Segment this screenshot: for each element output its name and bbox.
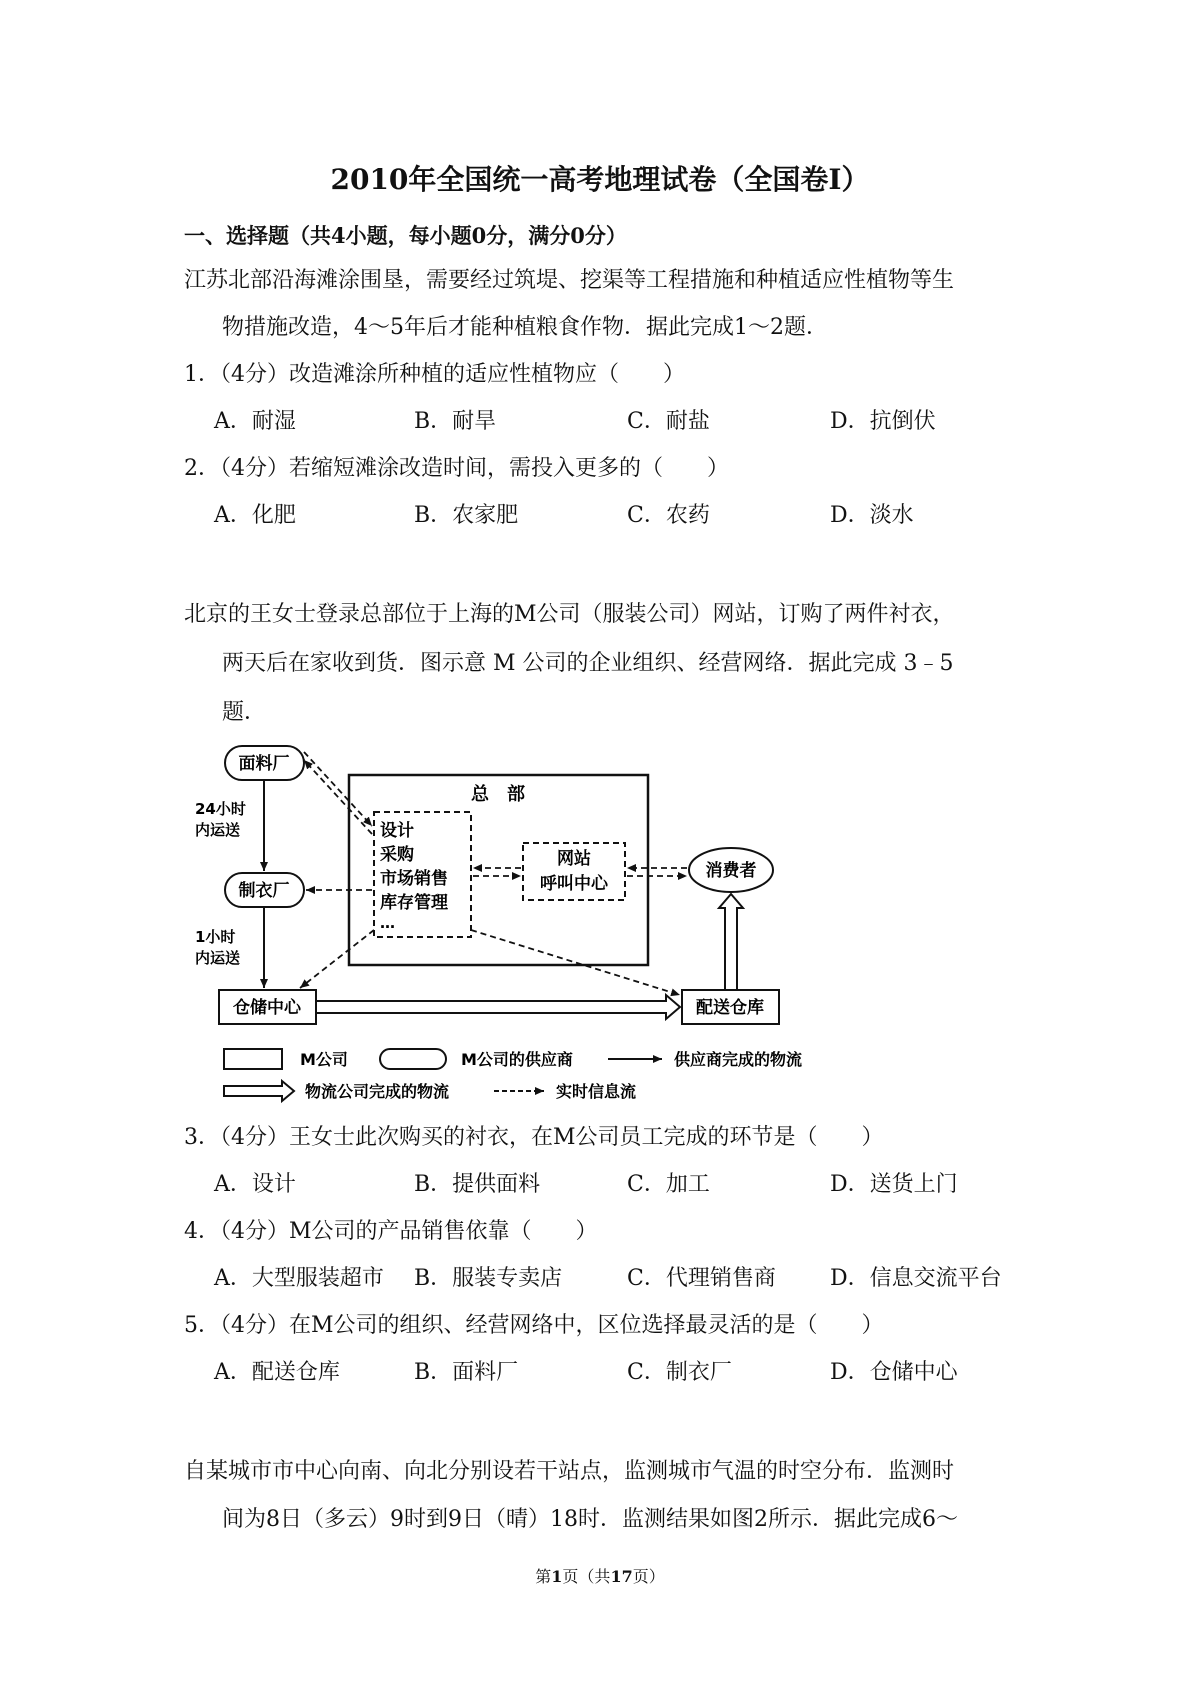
passage-2-line-2: 两天后在家收到货．图示意 M 公司的企业组织、经营网络．据此完成 3﹣5 xyxy=(222,651,954,676)
q1-option-d[interactable]: D．抗倒伏 xyxy=(830,409,936,434)
legend-logistics-swatch xyxy=(224,1081,294,1101)
q4-option-a[interactable]: A．大型服装超市 xyxy=(214,1266,384,1291)
legend-supplier-swatch xyxy=(380,1049,446,1069)
delivery-warehouse-label: 配送仓库 xyxy=(696,998,764,1018)
passage-3-line-1: 自某城市市中心向南、向北分别设若干站点，监测城市气温的时空分布．监测时 xyxy=(184,1459,955,1484)
passage-1-line-1: 江苏北部沿海滩涂围垦，需要经过筑堤、挖渠等工程措施和种植适应性植物等生 xyxy=(184,268,955,293)
q5-option-c[interactable]: C．制衣厂 xyxy=(627,1360,732,1385)
footer-middle: 页（共 xyxy=(562,1567,611,1586)
info-flow-fabric-hq xyxy=(304,752,372,826)
logistics-delivery-to-consumer xyxy=(719,894,743,990)
question-4-stem: 4．（4分）M公司的产品销售依靠（ ） xyxy=(184,1219,598,1244)
footer-page-number: 1 xyxy=(551,1567,563,1586)
q3-option-d[interactable]: D．送货上门 xyxy=(830,1172,958,1197)
time-24h-line-2: 内运送 xyxy=(195,821,241,839)
time-1h-line-2: 内运送 xyxy=(195,949,241,967)
section-heading: 一、选择题（共4小题，每小题0分，满分0分） xyxy=(184,223,627,248)
q4-option-c[interactable]: C．代理销售商 xyxy=(627,1266,776,1291)
hq-function-more: … xyxy=(380,914,395,932)
q3-option-c[interactable]: C．加工 xyxy=(627,1172,710,1197)
info-flow-hq-warehouse xyxy=(300,930,374,988)
consumer-label: 消费者 xyxy=(705,861,757,881)
hq-function-sales: 市场销售 xyxy=(380,869,448,889)
hq-function-purchase: 采购 xyxy=(380,845,414,865)
question-5-stem: 5．（4分）在M公司的组织、经营网络中，区位选择最灵活的是（ ） xyxy=(184,1313,884,1338)
q1-option-c[interactable]: C．耐盐 xyxy=(627,409,710,434)
legend-m-company-swatch xyxy=(224,1049,282,1069)
passage-3-line-2: 间为8日（多云）9时到9日（晴）18时．监测结果如图2所示．据此完成6～ xyxy=(222,1507,958,1532)
hq-title: 总 部 xyxy=(471,784,525,805)
q4-option-b[interactable]: B．服装专卖店 xyxy=(414,1266,563,1291)
q2-option-a[interactable]: A．化肥 xyxy=(214,503,296,528)
footer-total-pages: 17 xyxy=(610,1567,633,1586)
q3-option-a[interactable]: A．设计 xyxy=(214,1172,296,1197)
warehouse-center-label: 仓储中心 xyxy=(233,998,301,1018)
legend-supplier-label: M公司的供应商 xyxy=(461,1050,573,1069)
question-2-stem: 2．（4分）若缩短滩涂改造时间，需投入更多的（ ） xyxy=(184,456,729,481)
time-1h-line-1: 1小时 xyxy=(195,928,236,946)
q2-option-c[interactable]: C．农药 xyxy=(627,503,710,528)
q1-option-b[interactable]: B．耐旱 xyxy=(414,409,497,434)
legend-info-flow-label: 实时信息流 xyxy=(556,1082,637,1101)
q3-option-b[interactable]: B．提供面料 xyxy=(414,1172,541,1197)
page-footer xyxy=(0,1564,1200,1587)
q2-option-d[interactable]: D．淡水 xyxy=(830,503,914,528)
passage-2-line-1: 北京的王女士登录总部位于上海的M公司（服装公司）网站，订购了两件衬衣， xyxy=(184,602,955,627)
q2-option-b[interactable]: B．农家肥 xyxy=(414,503,519,528)
q1-option-a[interactable]: A．耐湿 xyxy=(214,409,296,434)
legend-supplier-flow-label: 供应商完成的物流 xyxy=(674,1050,803,1069)
info-flow-hq-fabric xyxy=(304,760,372,834)
hq-function-design: 设计 xyxy=(380,821,414,841)
garment-factory-label: 制衣厂 xyxy=(238,881,290,901)
call-center-label: 呼叫中心 xyxy=(540,874,608,894)
fabric-factory-label: 面料厂 xyxy=(238,754,290,774)
footer-suffix: 页） xyxy=(632,1567,665,1586)
question-3-stem: 3．（4分）王女士此次购买的衬衣，在M公司员工完成的环节是（ ） xyxy=(184,1125,884,1150)
footer-prefix: 第 xyxy=(535,1567,552,1586)
q5-option-b[interactable]: B．面料厂 xyxy=(414,1360,519,1385)
time-24h-line-1: 24小时 xyxy=(195,800,246,818)
diagram-legend xyxy=(224,1049,802,1101)
q5-option-d[interactable]: D．仓储中心 xyxy=(830,1360,958,1385)
hq-function-inventory: 库存管理 xyxy=(380,893,448,913)
q5-option-a[interactable]: A．配送仓库 xyxy=(214,1360,340,1385)
page-title: 2010年全国统一高考地理试卷（全国卷Ⅰ） xyxy=(330,163,870,196)
q4-option-d[interactable]: D．信息交流平台 xyxy=(830,1266,1002,1291)
website-label: 网站 xyxy=(557,849,591,869)
passage-1-line-2: 物措施改造，4～5年后才能种植粮食作物．据此完成1～2题． xyxy=(222,315,828,340)
legend-m-company-label: M公司 xyxy=(300,1050,348,1069)
logistics-warehouse-to-delivery xyxy=(316,995,680,1019)
legend-logistics-label: 物流公司完成的物流 xyxy=(305,1082,450,1101)
question-1-stem: 1．（4分）改造滩涂所种植的适应性植物应（ ） xyxy=(184,362,685,387)
passage-2-line-3: 题． xyxy=(222,700,267,725)
